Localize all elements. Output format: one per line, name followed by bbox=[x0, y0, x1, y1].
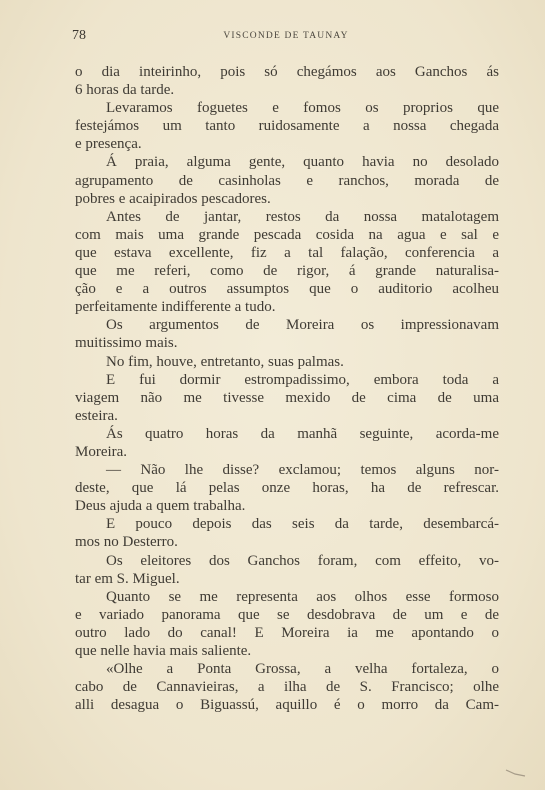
text-line: Ás quatro horas da manhã seguinte, acorda-me bbox=[106, 425, 499, 442]
text-line: 6 horas da tarde. bbox=[75, 82, 175, 99]
text-line: deste, que lá pelas onze horas, ha de refrescar. bbox=[75, 480, 499, 497]
text-line: Quanto se me representa aos olhos esse formoso bbox=[106, 588, 499, 605]
text-line: que nelle havia mais saliente. bbox=[75, 643, 252, 659]
text-line: Antes de jantar, restos da nossa matalotagem bbox=[106, 208, 499, 225]
text-line: que me referi, como de rigor, á grande naturalisa- bbox=[75, 263, 499, 280]
text-line: alli desagua o Biguassú, aquillo é o morro da Cam- bbox=[75, 697, 499, 714]
text-line: No fim, houve, entretanto, suas palmas. bbox=[106, 353, 344, 370]
text-line: com mais uma grande pescada cosida na agua e sal e bbox=[75, 226, 499, 243]
text-line: Moreira. bbox=[75, 443, 128, 460]
text-line: muitissimo mais. bbox=[75, 335, 178, 352]
text-line: Á praia, alguma gente, quanto havia no desolado bbox=[106, 154, 499, 171]
text-line: agrupamento de casinholas e ranchos, morada de bbox=[75, 172, 499, 189]
text-line: festejámos um tanto ruidosamente a nossa chegada bbox=[75, 118, 499, 135]
text-line: esteira. bbox=[75, 407, 118, 424]
text-line: tar em S. Miguel. bbox=[75, 570, 180, 587]
text-line: perfeitamente indifferente a tudo. bbox=[75, 299, 276, 316]
text-line: — Não lhe disse? exclamou; temos alguns nor- bbox=[106, 462, 499, 479]
text-line: E fui dormir estrompadissimo, embora toda a bbox=[106, 371, 499, 388]
page-header bbox=[72, 28, 500, 46]
text-line: Deus ajuda a quem trabalha. bbox=[75, 498, 246, 515]
text-line: «Olhe a Ponta Grossa, a velha fortaleza, o bbox=[106, 661, 499, 678]
text-line: Os argumentos de Moreira os impressionavam bbox=[106, 317, 499, 334]
ink-smudge bbox=[505, 768, 527, 778]
text-line: que estava excellente, fiz a tal falação, conferencia a bbox=[75, 244, 499, 261]
text-line: pobres e acaipirados pescadores. bbox=[75, 190, 271, 207]
text-line: cabo de Cannavieiras, a ilha de S. Francisco; olhe bbox=[75, 679, 499, 696]
text-line: o dia inteirinho, pois só chegámos aos Ganchos ás bbox=[75, 64, 499, 80]
page-number: 78 bbox=[72, 28, 86, 43]
text-line: E pouco depois das seis da tarde, desembarcá- bbox=[106, 516, 499, 533]
running-head: VISCONDE DE TAUNAY bbox=[223, 31, 349, 41]
text-line: e presença. bbox=[75, 136, 142, 153]
body-text bbox=[75, 63, 499, 714]
text-line: outro lado do canal! E Moreira ia me apontando o bbox=[75, 624, 499, 641]
text-line: e variado panorama que se desdobrava de um e de bbox=[75, 606, 499, 623]
text-line: viagem não me tivesse mexido de cima de uma bbox=[75, 389, 499, 406]
text-line: ção e a outros assumptos que o auditorio acolheu bbox=[75, 281, 499, 298]
text-line: Os eleitores dos Ganchos foram, com effeito, vo- bbox=[106, 552, 499, 569]
text-line: mos no Desterro. bbox=[75, 534, 178, 551]
text-line: Levaramos foguetes e fomos os proprios que bbox=[106, 100, 499, 117]
